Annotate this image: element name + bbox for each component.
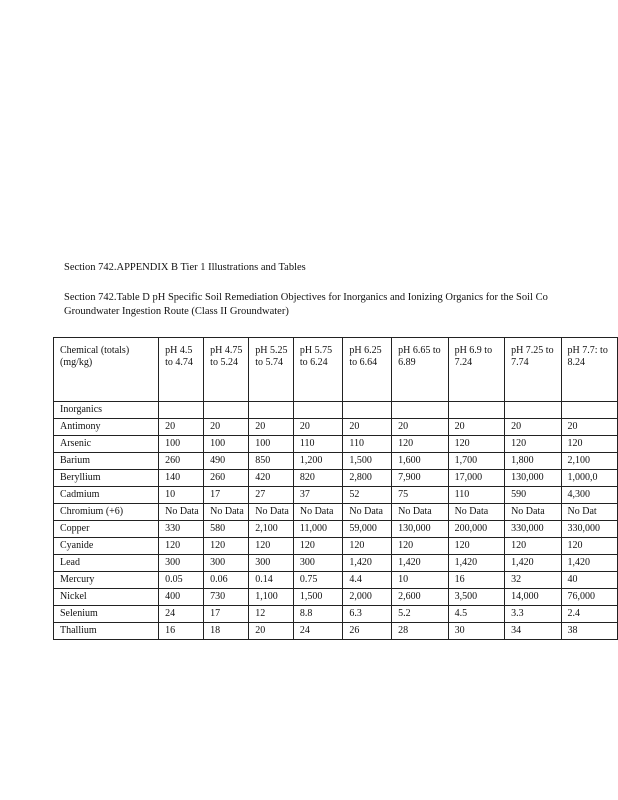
value-cell: 120 bbox=[159, 538, 204, 555]
value-cell: 20 bbox=[343, 419, 392, 436]
chemical-name-cell: Chromium (+6) bbox=[54, 504, 159, 521]
value-cell: 110 bbox=[448, 487, 504, 504]
value-cell: 300 bbox=[249, 555, 294, 572]
table-row bbox=[54, 487, 618, 504]
value-cell: 120 bbox=[293, 538, 343, 555]
value-cell: No Data bbox=[293, 504, 343, 521]
value-cell: 200,000 bbox=[448, 521, 504, 538]
value-cell: 1,500 bbox=[343, 453, 392, 470]
value-cell: 1,420 bbox=[561, 555, 617, 572]
value-cell: 400 bbox=[159, 589, 204, 606]
empty-cell bbox=[249, 402, 294, 419]
value-cell: 10 bbox=[392, 572, 448, 589]
value-cell: 1,420 bbox=[448, 555, 504, 572]
chemical-name-cell: Antimony bbox=[54, 419, 159, 436]
table-row bbox=[54, 521, 618, 538]
value-cell: 16 bbox=[159, 623, 204, 640]
column-header-ph-range: pH 7.7: to 8.24 bbox=[561, 338, 617, 402]
column-header-ph-range: pH 4.75 to 5.24 bbox=[204, 338, 249, 402]
value-cell: 52 bbox=[343, 487, 392, 504]
value-cell: 24 bbox=[159, 606, 204, 623]
empty-cell bbox=[505, 402, 561, 419]
value-cell: 590 bbox=[505, 487, 561, 504]
value-cell: 32 bbox=[505, 572, 561, 589]
value-cell: 120 bbox=[392, 538, 448, 555]
value-cell: 20 bbox=[249, 419, 294, 436]
value-cell: 37 bbox=[293, 487, 343, 504]
empty-cell bbox=[448, 402, 504, 419]
chemical-name-cell: Nickel bbox=[54, 589, 159, 606]
value-cell: 130,000 bbox=[505, 470, 561, 487]
value-cell: 38 bbox=[561, 623, 617, 640]
value-cell: 580 bbox=[204, 521, 249, 538]
empty-cell bbox=[561, 402, 617, 419]
table-row bbox=[54, 606, 618, 623]
value-cell: 20 bbox=[159, 419, 204, 436]
value-cell: 76,000 bbox=[561, 589, 617, 606]
value-cell: 120 bbox=[448, 538, 504, 555]
value-cell: 2,000 bbox=[343, 589, 392, 606]
value-cell: 12 bbox=[249, 606, 294, 623]
chemical-name-cell: Selenium bbox=[54, 606, 159, 623]
value-cell: 490 bbox=[204, 453, 249, 470]
value-cell: 17,000 bbox=[448, 470, 504, 487]
value-cell: 3,500 bbox=[448, 589, 504, 606]
value-cell: 40 bbox=[561, 572, 617, 589]
value-cell: 120 bbox=[448, 436, 504, 453]
value-cell: 17 bbox=[204, 487, 249, 504]
value-cell: 120 bbox=[505, 538, 561, 555]
section-row-inorganics bbox=[54, 402, 618, 419]
table-caption bbox=[64, 291, 548, 319]
value-cell: 300 bbox=[204, 555, 249, 572]
chemical-name-cell: Beryllium bbox=[54, 470, 159, 487]
value-cell: 10 bbox=[159, 487, 204, 504]
value-cell: 2,800 bbox=[343, 470, 392, 487]
table-body bbox=[54, 402, 618, 640]
value-cell: 130,000 bbox=[392, 521, 448, 538]
table-row bbox=[54, 572, 618, 589]
value-cell: 100 bbox=[249, 436, 294, 453]
empty-cell bbox=[343, 402, 392, 419]
table-row bbox=[54, 470, 618, 487]
value-cell: 1,500 bbox=[293, 589, 343, 606]
value-cell: 820 bbox=[293, 470, 343, 487]
column-header-ph-range: pH 6.25 to 6.64 bbox=[343, 338, 392, 402]
value-cell: 120 bbox=[392, 436, 448, 453]
value-cell: No Dat bbox=[561, 504, 617, 521]
column-header-ph-range: pH 7.25 to 7.74 bbox=[505, 338, 561, 402]
empty-cell bbox=[159, 402, 204, 419]
table-row bbox=[54, 419, 618, 436]
value-cell: 34 bbox=[505, 623, 561, 640]
value-cell: 16 bbox=[448, 572, 504, 589]
column-header-ph-range: pH 5.25 to 5.74 bbox=[249, 338, 294, 402]
chemical-name-cell: Lead bbox=[54, 555, 159, 572]
value-cell: 100 bbox=[159, 436, 204, 453]
value-cell: 6.3 bbox=[343, 606, 392, 623]
table-header-row bbox=[54, 338, 618, 402]
value-cell: No Data bbox=[392, 504, 448, 521]
value-cell: 0.05 bbox=[159, 572, 204, 589]
value-cell: 120 bbox=[561, 538, 617, 555]
value-cell: 260 bbox=[159, 453, 204, 470]
value-cell: 28 bbox=[392, 623, 448, 640]
value-cell: 330,000 bbox=[505, 521, 561, 538]
value-cell: 120 bbox=[204, 538, 249, 555]
value-cell: No Data bbox=[159, 504, 204, 521]
value-cell: 300 bbox=[159, 555, 204, 572]
chemical-name-cell: Copper bbox=[54, 521, 159, 538]
value-cell: 11,000 bbox=[293, 521, 343, 538]
table-row bbox=[54, 436, 618, 453]
column-header-ph-range: pH 6.65 to 6.89 bbox=[392, 338, 448, 402]
value-cell: 420 bbox=[249, 470, 294, 487]
chemical-name-cell: Arsenic bbox=[54, 436, 159, 453]
value-cell: 26 bbox=[343, 623, 392, 640]
value-cell: 4.5 bbox=[448, 606, 504, 623]
value-cell: 1,420 bbox=[505, 555, 561, 572]
value-cell: 30 bbox=[448, 623, 504, 640]
value-cell: 100 bbox=[204, 436, 249, 453]
value-cell: 4,300 bbox=[561, 487, 617, 504]
value-cell: 27 bbox=[249, 487, 294, 504]
value-cell: 8.8 bbox=[293, 606, 343, 623]
value-cell: 730 bbox=[204, 589, 249, 606]
value-cell: 0.06 bbox=[204, 572, 249, 589]
table-row bbox=[54, 504, 618, 521]
value-cell: 59,000 bbox=[343, 521, 392, 538]
value-cell: 20 bbox=[561, 419, 617, 436]
value-cell: 2,100 bbox=[249, 521, 294, 538]
value-cell: 0.75 bbox=[293, 572, 343, 589]
value-cell: 110 bbox=[343, 436, 392, 453]
table-caption-line-2: Groundwater Ingestion Route (Class II Groundwater) bbox=[64, 306, 289, 317]
value-cell: 1,000,0 bbox=[561, 470, 617, 487]
value-cell: 20 bbox=[293, 419, 343, 436]
chemical-name-cell: Cadmium bbox=[54, 487, 159, 504]
value-cell: 75 bbox=[392, 487, 448, 504]
value-cell: 2.4 bbox=[561, 606, 617, 623]
value-cell: 850 bbox=[249, 453, 294, 470]
value-cell: 140 bbox=[159, 470, 204, 487]
value-cell: 5.2 bbox=[392, 606, 448, 623]
value-cell: 110 bbox=[293, 436, 343, 453]
value-cell: 20 bbox=[392, 419, 448, 436]
value-cell: 1,800 bbox=[505, 453, 561, 470]
value-cell: 1,420 bbox=[343, 555, 392, 572]
value-cell: 120 bbox=[561, 436, 617, 453]
value-cell: 1,200 bbox=[293, 453, 343, 470]
value-cell: No Data bbox=[343, 504, 392, 521]
value-cell: 18 bbox=[204, 623, 249, 640]
value-cell: 120 bbox=[343, 538, 392, 555]
value-cell: 1,100 bbox=[249, 589, 294, 606]
chemical-name-cell: Thallium bbox=[54, 623, 159, 640]
empty-cell bbox=[293, 402, 343, 419]
empty-cell bbox=[204, 402, 249, 419]
value-cell: 1,700 bbox=[448, 453, 504, 470]
value-cell: 20 bbox=[505, 419, 561, 436]
table-row bbox=[54, 623, 618, 640]
value-cell: 4.4 bbox=[343, 572, 392, 589]
value-cell: 0.14 bbox=[249, 572, 294, 589]
value-cell: 3.3 bbox=[505, 606, 561, 623]
value-cell: No Data bbox=[204, 504, 249, 521]
value-cell: 1,600 bbox=[392, 453, 448, 470]
table-row bbox=[54, 589, 618, 606]
column-header-ph-range: pH 5.75 to 6.24 bbox=[293, 338, 343, 402]
value-cell: 330 bbox=[159, 521, 204, 538]
chemical-name-cell: Mercury bbox=[54, 572, 159, 589]
value-cell: No Data bbox=[448, 504, 504, 521]
value-cell: 20 bbox=[249, 623, 294, 640]
value-cell: 300 bbox=[293, 555, 343, 572]
value-cell: No Data bbox=[505, 504, 561, 521]
value-cell: 20 bbox=[204, 419, 249, 436]
value-cell: 330,000 bbox=[561, 521, 617, 538]
table-row bbox=[54, 555, 618, 572]
value-cell: 14,000 bbox=[505, 589, 561, 606]
value-cell: 120 bbox=[249, 538, 294, 555]
value-cell: 24 bbox=[293, 623, 343, 640]
value-cell: 2,600 bbox=[392, 589, 448, 606]
table-row bbox=[54, 453, 618, 470]
soil-objectives-table bbox=[53, 337, 618, 640]
column-header-ph-range: pH 4.5 to 4.74 bbox=[159, 338, 204, 402]
value-cell: 260 bbox=[204, 470, 249, 487]
column-header-chemical: Chemical (totals) (mg/kg) bbox=[54, 338, 159, 402]
empty-cell bbox=[392, 402, 448, 419]
page-title: Section 742.APPENDIX B Tier 1 Illustrations and Tables bbox=[64, 262, 306, 273]
column-header-ph-range: pH 6.9 to 7.24 bbox=[448, 338, 504, 402]
table-caption-line-1: Section 742.Table D pH Specific Soil Remediation Objectives for Inorganics and Ionizing Organics for the Soil Co bbox=[64, 292, 548, 303]
value-cell: 20 bbox=[448, 419, 504, 436]
value-cell: 7,900 bbox=[392, 470, 448, 487]
value-cell: 2,100 bbox=[561, 453, 617, 470]
chemical-name-cell: Barium bbox=[54, 453, 159, 470]
section-label: Inorganics bbox=[54, 402, 159, 419]
value-cell: 17 bbox=[204, 606, 249, 623]
value-cell: 120 bbox=[505, 436, 561, 453]
chemical-name-cell: Cyanide bbox=[54, 538, 159, 555]
value-cell: 1,420 bbox=[392, 555, 448, 572]
value-cell: No Data bbox=[249, 504, 294, 521]
table-row bbox=[54, 538, 618, 555]
